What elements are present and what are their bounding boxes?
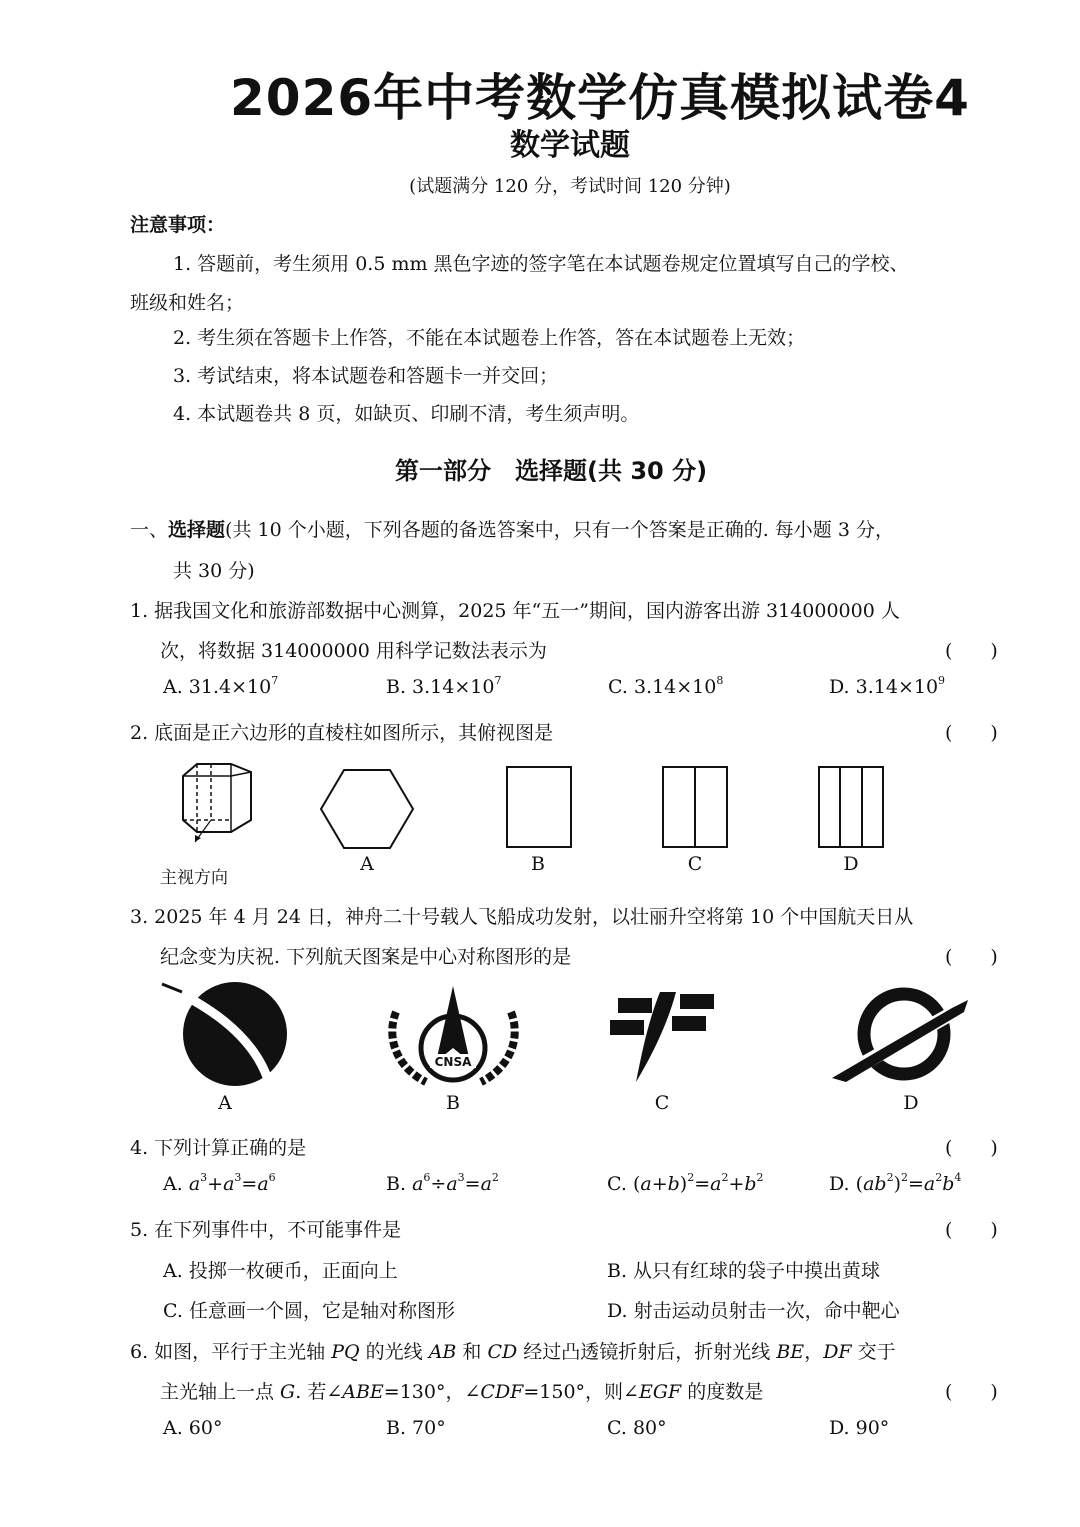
q6-option-d: D. 90° xyxy=(829,1417,890,1439)
q1-option-d: D. $3.14\times 10^9$ xyxy=(829,674,946,698)
q6-option-b: B. 70° xyxy=(386,1417,446,1439)
section-intro: 一、选择题(共 10 个小题，下列各题的备选答案中，只有一个答案是正确的. 每小题 3 分， xyxy=(130,519,894,541)
notes-heading: 注意事项： xyxy=(130,214,226,236)
q3-logo-b-text: CNSA xyxy=(434,1055,472,1069)
exam-subtitle: 数学试题 xyxy=(510,128,630,163)
q1-option-c: C. $3.14\times 10^8$ xyxy=(608,674,724,698)
q3-stem-cont: 纪念变为庆祝. 下列航天图案是中心对称图形的是 xyxy=(160,946,572,968)
q2-label-d: D xyxy=(843,853,859,875)
q6-answer-paren: ( ) xyxy=(945,1381,998,1403)
q1-stem: 1. 据我国文化和旅游部数据中心测算，2025 年“五一”期间，国内游客出游 314000000 人 xyxy=(130,600,900,622)
q1-answer-paren: ( ) xyxy=(945,640,998,662)
note-4: 4. 本试题卷共 8 页，如缺页、印刷不清，考生须声明。 xyxy=(173,403,640,425)
section-title: 第一部分 选择题(共 30 分) xyxy=(395,457,708,485)
q2-label-a: A xyxy=(360,853,374,875)
q5-option-c: C. 任意画一个圆，它是轴对称图形 xyxy=(163,1300,455,1322)
q2-label-b: B xyxy=(531,853,545,875)
note-1: 1. 答题前，考生须用 0.5 mm 黑色字迹的签字笔在本试题卷规定位置填写自己的学校、 xyxy=(173,253,909,275)
q5-answer-paren: ( ) xyxy=(945,1219,998,1241)
q4-option-b: B. $a^6\div a^3=a^2$ xyxy=(386,1171,499,1195)
q3-logo-a-planet-icon xyxy=(160,982,295,1087)
q6-stem-cont: 主光轴上一点 G. 若∠ABE=130°，∠CDF=150°，则∠EGF 的度数是 xyxy=(160,1381,764,1403)
q3-label-c: C xyxy=(654,1092,670,1114)
q5-stem: 5. 在下列事件中，不可能事件是 xyxy=(130,1219,402,1241)
note-3: 3. 考试结束，将本试题卷和答题卡一并交回； xyxy=(173,365,559,387)
q2-answer-paren: ( ) xyxy=(945,722,998,744)
q6-stem: 6. 如图，平行于主光轴 PQ 的光线 AB 和 CD 经过凸透镜折射后，折射光线 BE，DF 交于 xyxy=(130,1341,896,1363)
q3-label-b: B xyxy=(446,1092,460,1114)
q1-stem-cont: 次，将数据 314000000 用科学记数法表示为 xyxy=(160,640,547,662)
q3-stem: 3. 2025 年 4 月 24 日，神舟二十号载人飞船成功发射，以壮丽升空将第 10 个中国航天日从 xyxy=(130,906,914,928)
q1-option-b: B. $3.14\times 10^7$ xyxy=(386,674,502,698)
q3-logo-c-rocket-icon xyxy=(606,982,721,1087)
q5-option-b: B. 从只有红球的袋子中摸出黄球 xyxy=(607,1260,881,1282)
q6-option-a: A. 60° xyxy=(163,1417,223,1439)
q2-option-b-rectangle xyxy=(506,766,572,848)
q1-option-a: A. $31.4\times 10^7$ xyxy=(163,674,279,698)
q4-option-a: A. $a^3+a^3=a^6$ xyxy=(163,1171,276,1195)
q2-option-c-rectangle-one-line xyxy=(662,766,728,848)
note-1-cont: 班级和姓名； xyxy=(130,292,245,314)
q5-option-a: A. 投掷一枚硬币，正面向上 xyxy=(163,1260,398,1282)
q6-option-c: C. 80° xyxy=(607,1417,667,1439)
q2-option-d-rectangle-two-lines xyxy=(818,766,884,848)
hexagonal-prism-figure xyxy=(175,758,265,868)
q2-label-c: C xyxy=(687,853,703,875)
q2-view-direction-label: 主视方向 xyxy=(160,868,228,888)
q3-label-a: A xyxy=(218,1092,232,1114)
exam-info: (试题满分 120 分，考试时间 120 分钟) xyxy=(409,176,731,197)
q4-option-c: C. $(a+b)^2=a^2+b^2$ xyxy=(607,1171,764,1195)
q2-option-a-hexagon xyxy=(318,768,416,850)
note-2: 2. 考生须在答题卡上作答，不能在本试题卷上作答，答在本试题卷上无效； xyxy=(173,327,806,349)
section-intro-cont: 共 30 分) xyxy=(173,560,255,582)
q4-answer-paren: ( ) xyxy=(945,1137,998,1159)
q5-option-d: D. 射击运动员射击一次，命中靶心 xyxy=(607,1300,900,1322)
q4-stem: 4. 下列计算正确的是 xyxy=(130,1137,307,1159)
q3-logo-d-orbit-icon xyxy=(832,982,972,1087)
q4-option-d: D. $(ab^2)^2=a^2b^4$ xyxy=(829,1171,962,1195)
q2-stem: 2. 底面是正六边形的直棱柱如图所示，其俯视图是 xyxy=(130,722,554,744)
q3-label-d: D xyxy=(903,1092,919,1114)
q3-answer-paren: ( ) xyxy=(945,946,998,968)
exam-title: 2026年中考数学仿真模拟试卷4 xyxy=(230,69,970,127)
q3-logo-b-cnsa-icon xyxy=(386,982,521,1087)
